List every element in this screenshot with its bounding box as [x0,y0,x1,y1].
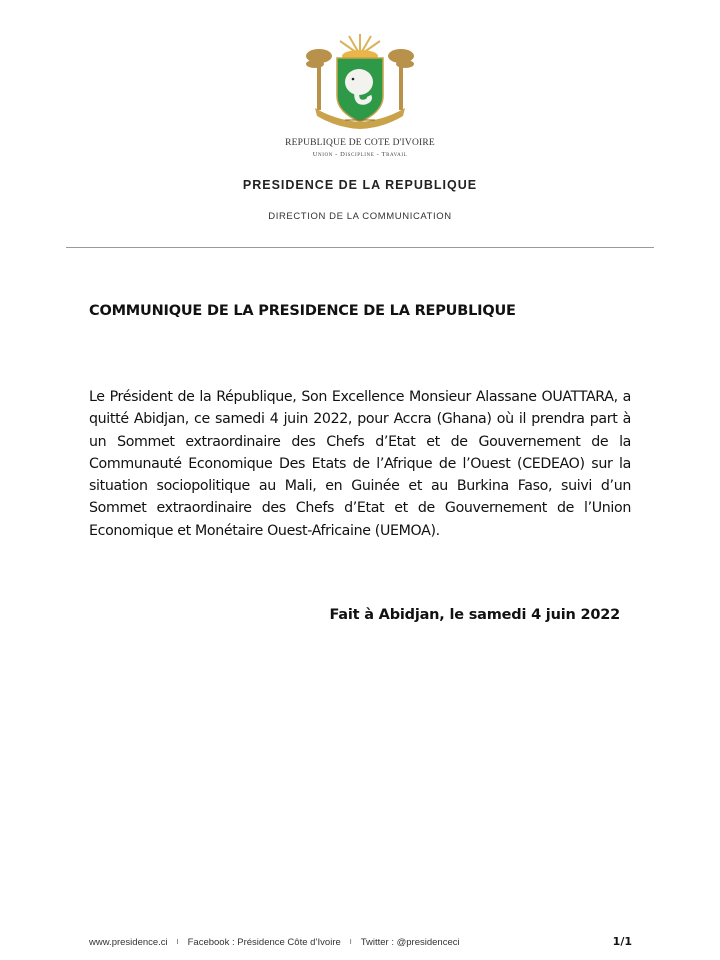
footer-separator: I [176,939,179,946]
footer [89,937,460,948]
document-body: Le Président de la République, Son Excellence Monsieur Alassane OUATTARA, a quitté Abidjan, ce samedi 4 juin 2022, pour Accra (Ghana) où il prendra part à un Sommet extraordinaire des Chefs d’Etat et de Gouvernement de la Communauté Economique Des Etats de l’Afrique de l’Ouest (CEDEAO) sur la situation sociopolitique au Mali, en Guinée et au Burkina Faso, suivi d’un Sommet extraordinaire des Chefs d’Etat et de Gouvernement de l’Union Economique et Monétaire Ouest-Africaine (UEMOA). [89,389,631,539]
republic-name: REPUBLIQUE DE COTE D'IVOIRE [285,138,435,148]
facebook-link[interactable]: Facebook : Présidence Côte d’Ivoire [187,937,341,948]
twitter-link[interactable]: Twitter : @presidenceci [360,937,460,948]
department-heading: DIRECTION DE LA COMMUNICATION [268,211,452,222]
website-link[interactable]: www.presidence.ci [89,937,168,948]
footer-separator: I [349,939,352,946]
header-divider [66,247,654,248]
coat-of-arms-icon [305,30,415,130]
institution-heading: PRESIDENCE DE LA REPUBLIQUE [242,178,478,192]
signature-line: Fait à Abidjan, le samedi 4 juin 2022 [329,607,620,623]
document-title: COMMUNIQUE DE LA PRESIDENCE DE LA REPUBLIQUE [89,303,516,319]
page-number: 1/1 [612,935,632,948]
coat-of-arms-emblem [305,30,415,130]
national-motto: Union - Discipline - Travail [312,151,408,158]
